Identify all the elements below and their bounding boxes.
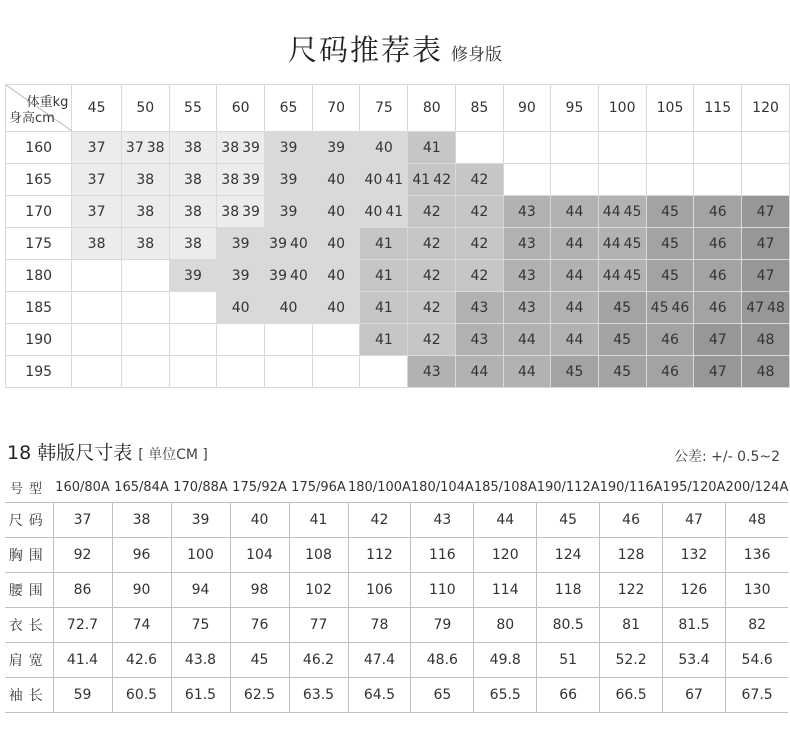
size-cell: 40 xyxy=(312,164,360,196)
size-cell: 46 xyxy=(646,324,694,356)
weight-header: 95 xyxy=(551,85,599,132)
measurement-cell: 46.2 xyxy=(289,643,348,678)
size-code: 175/92A xyxy=(230,472,289,503)
measurement-cell: 80.5 xyxy=(537,608,600,643)
size-cell: 37 38 xyxy=(121,132,169,164)
measurement-cell: 81 xyxy=(600,608,663,643)
measurement-cell: 42.6 xyxy=(112,643,171,678)
measurement-cell: 59 xyxy=(53,678,112,713)
size-cell xyxy=(217,356,265,388)
measurement-cell: 61.5 xyxy=(171,678,230,713)
size-cell xyxy=(217,324,265,356)
size-cell: 44 xyxy=(503,356,551,388)
size-cell: 39 xyxy=(312,132,360,164)
size-cell xyxy=(456,132,504,164)
weight-axis-label: 体重kg xyxy=(26,95,69,110)
size-cell xyxy=(551,164,599,196)
size-cell: 45 xyxy=(646,260,694,292)
measurement-cell: 78 xyxy=(348,608,411,643)
size-cell: 44 45 xyxy=(598,196,646,228)
measurement-cell: 37 xyxy=(53,503,112,538)
size-cell: 38 xyxy=(121,196,169,228)
weight-header: 55 xyxy=(169,85,217,132)
size-cell xyxy=(169,292,217,324)
size-cell: 38 xyxy=(121,164,169,196)
size-cell: 39 40 xyxy=(265,228,313,260)
table-row xyxy=(5,643,788,678)
size-cell: 38 39 xyxy=(217,164,265,196)
size-cell: 38 39 xyxy=(217,196,265,228)
size-cell: 44 xyxy=(551,260,599,292)
measurement-cell: 43.8 xyxy=(171,643,230,678)
size-code-row xyxy=(5,472,788,503)
size-cell xyxy=(312,324,360,356)
measurement-cell: 116 xyxy=(411,538,474,573)
row-label: 腰围 xyxy=(5,573,53,608)
measurement-cell: 41 xyxy=(289,503,348,538)
size-cell: 39 xyxy=(217,228,265,260)
size-cell xyxy=(551,132,599,164)
weight-header: 105 xyxy=(646,85,694,132)
measurement-cell: 110 xyxy=(411,573,474,608)
size-cell: 44 xyxy=(551,196,599,228)
measurement-cell: 64.5 xyxy=(348,678,411,713)
measurement-cell: 43 xyxy=(411,503,474,538)
measurement-cell: 77 xyxy=(289,608,348,643)
size-cell: 47 xyxy=(742,228,790,260)
size-cell: 42 xyxy=(408,260,456,292)
measurement-cell: 45 xyxy=(537,503,600,538)
size-cell: 40 41 xyxy=(360,196,408,228)
measurement-cell: 132 xyxy=(663,538,726,573)
size-cell: 42 xyxy=(408,228,456,260)
size-code: 165/84A xyxy=(112,472,171,503)
measurement-cell: 54.6 xyxy=(725,643,788,678)
measurement-cell: 40 xyxy=(230,503,289,538)
size-cell: 43 xyxy=(503,228,551,260)
size-cell xyxy=(121,324,169,356)
row-label: 胸围 xyxy=(5,538,53,573)
row-label: 衣长 xyxy=(5,608,53,643)
size-code: 190/112A xyxy=(537,472,600,503)
size-cell: 43 xyxy=(408,356,456,388)
measurement-cell: 104 xyxy=(230,538,289,573)
measurement-cell: 67.5 xyxy=(725,678,788,713)
size-cell xyxy=(312,356,360,388)
height-header: 180 xyxy=(6,260,72,292)
table-row xyxy=(6,196,790,228)
size-cell: 40 xyxy=(265,292,313,324)
size-cell: 40 xyxy=(312,260,360,292)
size-cell: 39 xyxy=(217,260,265,292)
measurement-cell: 98 xyxy=(230,573,289,608)
size-cell xyxy=(121,292,169,324)
size-cell xyxy=(598,132,646,164)
measurement-cell: 46 xyxy=(600,503,663,538)
size-cell: 38 xyxy=(72,228,121,260)
size-cell: 44 45 xyxy=(598,260,646,292)
height-header: 185 xyxy=(6,292,72,324)
size-cell: 38 xyxy=(169,196,217,228)
weight-header: 65 xyxy=(265,85,313,132)
size-cell xyxy=(742,164,790,196)
size-cell: 46 xyxy=(646,356,694,388)
size-cell: 45 xyxy=(551,356,599,388)
size-code: 175/96A xyxy=(289,472,348,503)
measurement-cell: 94 xyxy=(171,573,230,608)
size-code: 190/116A xyxy=(600,472,663,503)
measurement-cell: 114 xyxy=(474,573,537,608)
height-header: 175 xyxy=(6,228,72,260)
size-cell xyxy=(646,132,694,164)
measurement-cell: 82 xyxy=(725,608,788,643)
size-cell: 44 45 xyxy=(598,228,646,260)
page-title: 尺码推荐表 xyxy=(287,33,443,67)
size-cell: 47 48 xyxy=(742,292,790,324)
size-cell: 44 xyxy=(503,324,551,356)
size-cell: 38 39 xyxy=(217,132,265,164)
size-cell: 41 42 xyxy=(408,164,456,196)
weight-header: 75 xyxy=(360,85,408,132)
size-cell: 37 xyxy=(72,196,121,228)
spec-title: 18 韩版尺寸表 xyxy=(7,442,133,464)
size-code: 200/124A xyxy=(725,472,788,503)
weight-header: 50 xyxy=(121,85,169,132)
row-label: 袖长 xyxy=(5,678,53,713)
size-cell: 41 xyxy=(360,292,408,324)
size-cell: 47 xyxy=(694,324,742,356)
size-cell: 42 xyxy=(456,164,504,196)
size-cell: 40 xyxy=(312,228,360,260)
size-cell xyxy=(72,324,121,356)
size-cell xyxy=(169,356,217,388)
size-cell: 42 xyxy=(456,260,504,292)
size-cell: 44 xyxy=(456,356,504,388)
size-code: 185/108A xyxy=(474,472,537,503)
size-cell: 40 xyxy=(360,132,408,164)
measurement-cell: 66.5 xyxy=(600,678,663,713)
spec-section-title xyxy=(7,438,208,465)
size-cell xyxy=(265,324,313,356)
size-cell: 41 xyxy=(360,228,408,260)
size-code: 180/104A xyxy=(411,472,474,503)
measurement-cell: 42 xyxy=(348,503,411,538)
size-recommendation-table xyxy=(5,84,790,388)
size-cell xyxy=(169,324,217,356)
measurement-cell: 86 xyxy=(53,573,112,608)
size-cell xyxy=(646,164,694,196)
size-cell: 40 xyxy=(312,196,360,228)
measurement-cell: 53.4 xyxy=(663,643,726,678)
size-cell xyxy=(694,132,742,164)
measurement-cell: 51 xyxy=(537,643,600,678)
size-cell: 40 xyxy=(312,292,360,324)
measurement-cell: 92 xyxy=(53,538,112,573)
weight-header: 80 xyxy=(408,85,456,132)
measurement-cell: 112 xyxy=(348,538,411,573)
weight-header: 60 xyxy=(217,85,265,132)
weight-header: 100 xyxy=(598,85,646,132)
page-subtitle: 修身版 xyxy=(451,45,502,65)
size-spec-table xyxy=(5,472,788,713)
size-cell: 43 xyxy=(503,260,551,292)
measurement-cell: 49.8 xyxy=(474,643,537,678)
measurement-cell: 74 xyxy=(112,608,171,643)
size-cell: 43 xyxy=(503,196,551,228)
size-cell xyxy=(265,356,313,388)
size-cell: 40 41 xyxy=(360,164,408,196)
measurement-cell: 81.5 xyxy=(663,608,726,643)
measurement-cell: 79 xyxy=(411,608,474,643)
size-cell xyxy=(360,356,408,388)
size-cell: 44 xyxy=(551,292,599,324)
table-row xyxy=(6,164,790,196)
measurement-cell: 72.7 xyxy=(53,608,112,643)
measurement-cell: 44 xyxy=(474,503,537,538)
size-cell: 40 xyxy=(217,292,265,324)
measurement-cell: 52.2 xyxy=(600,643,663,678)
size-cell xyxy=(72,260,121,292)
measurement-cell: 124 xyxy=(537,538,600,573)
size-code: 195/120A xyxy=(663,472,726,503)
size-cell: 38 xyxy=(121,228,169,260)
size-cell xyxy=(72,292,121,324)
size-cell: 38 xyxy=(169,164,217,196)
table-row xyxy=(5,678,788,713)
size-cell: 46 xyxy=(694,196,742,228)
table-row xyxy=(6,260,790,292)
size-cell: 44 xyxy=(551,228,599,260)
size-cell: 41 xyxy=(408,132,456,164)
size-cell xyxy=(121,356,169,388)
size-cell xyxy=(503,132,551,164)
size-cell: 45 46 xyxy=(646,292,694,324)
measurement-cell: 126 xyxy=(663,573,726,608)
size-cell: 46 xyxy=(694,292,742,324)
size-cell xyxy=(121,260,169,292)
size-cell: 45 xyxy=(598,356,646,388)
measurement-cell: 136 xyxy=(725,538,788,573)
table-row xyxy=(6,228,790,260)
height-axis-label: 身高cm xyxy=(9,111,55,126)
size-cell xyxy=(72,356,121,388)
measurement-cell: 67 xyxy=(663,678,726,713)
size-cell: 44 xyxy=(551,324,599,356)
measurement-cell: 90 xyxy=(112,573,171,608)
size-code: 160/80A xyxy=(53,472,112,503)
measurement-cell: 48 xyxy=(725,503,788,538)
row-label: 号型 xyxy=(5,472,53,503)
size-cell: 42 xyxy=(456,196,504,228)
size-cell xyxy=(742,132,790,164)
measurement-cell: 47 xyxy=(663,503,726,538)
row-label: 尺码 xyxy=(5,503,53,538)
height-header: 170 xyxy=(6,196,72,228)
measurement-cell: 63.5 xyxy=(289,678,348,713)
weight-header: 115 xyxy=(694,85,742,132)
table-row xyxy=(5,503,788,538)
measurement-cell: 65.5 xyxy=(474,678,537,713)
size-cell xyxy=(694,164,742,196)
table-row xyxy=(5,538,788,573)
spec-unit: [ 单位CM ] xyxy=(138,447,208,463)
tolerance-note: 公差: +/- 0.5~2 xyxy=(673,449,780,465)
size-cell: 45 xyxy=(646,196,694,228)
size-cell: 39 xyxy=(265,196,313,228)
size-code: 180/100A xyxy=(348,472,411,503)
table-row xyxy=(6,132,790,164)
size-cell: 47 xyxy=(694,356,742,388)
measurement-cell: 48.6 xyxy=(411,643,474,678)
measurement-cell: 47.4 xyxy=(348,643,411,678)
measurement-cell: 39 xyxy=(171,503,230,538)
size-cell: 45 xyxy=(598,324,646,356)
table-row xyxy=(5,608,788,643)
measurement-cell: 122 xyxy=(600,573,663,608)
size-cell: 41 xyxy=(360,260,408,292)
measurement-cell: 102 xyxy=(289,573,348,608)
size-cell xyxy=(598,164,646,196)
size-cell: 37 xyxy=(72,132,121,164)
measurement-cell: 66 xyxy=(537,678,600,713)
corner-header xyxy=(6,85,72,132)
page-title-area xyxy=(0,28,790,69)
size-cell: 42 xyxy=(408,324,456,356)
measurement-cell: 62.5 xyxy=(230,678,289,713)
height-header: 160 xyxy=(6,132,72,164)
size-cell: 46 xyxy=(694,260,742,292)
size-cell: 46 xyxy=(694,228,742,260)
measurement-cell: 118 xyxy=(537,573,600,608)
size-code: 170/88A xyxy=(171,472,230,503)
size-cell: 45 xyxy=(646,228,694,260)
size-cell: 47 xyxy=(742,260,790,292)
height-header: 195 xyxy=(6,356,72,388)
size-cell: 37 xyxy=(72,164,121,196)
size-cell: 38 xyxy=(169,228,217,260)
measurement-cell: 96 xyxy=(112,538,171,573)
measurement-cell: 45 xyxy=(230,643,289,678)
height-header: 190 xyxy=(6,324,72,356)
size-cell: 39 xyxy=(265,164,313,196)
size-cell: 39 xyxy=(169,260,217,292)
weight-header: 120 xyxy=(742,85,790,132)
row-label: 肩宽 xyxy=(5,643,53,678)
size-cell: 48 xyxy=(742,324,790,356)
size-cell: 45 xyxy=(598,292,646,324)
measurement-cell: 130 xyxy=(725,573,788,608)
measurement-cell: 100 xyxy=(171,538,230,573)
measurement-cell: 75 xyxy=(171,608,230,643)
table-row xyxy=(6,324,790,356)
measurement-cell: 65 xyxy=(411,678,474,713)
size-cell: 38 xyxy=(169,132,217,164)
weight-header: 85 xyxy=(456,85,504,132)
measurement-cell: 38 xyxy=(112,503,171,538)
size-cell xyxy=(503,164,551,196)
measurement-cell: 120 xyxy=(474,538,537,573)
size-cell: 43 xyxy=(503,292,551,324)
measurement-cell: 128 xyxy=(600,538,663,573)
size-cell: 48 xyxy=(742,356,790,388)
height-header: 165 xyxy=(6,164,72,196)
measurement-cell: 60.5 xyxy=(112,678,171,713)
size-cell: 39 xyxy=(265,132,313,164)
measurement-cell: 106 xyxy=(348,573,411,608)
size-cell: 42 xyxy=(408,196,456,228)
weight-header: 70 xyxy=(312,85,360,132)
size-cell: 42 xyxy=(408,292,456,324)
measurement-cell: 80 xyxy=(474,608,537,643)
weight-header: 45 xyxy=(72,85,121,132)
table-row xyxy=(5,573,788,608)
size-cell: 42 xyxy=(456,228,504,260)
table-row xyxy=(6,292,790,324)
table-row xyxy=(6,356,790,388)
measurement-cell: 76 xyxy=(230,608,289,643)
size-cell: 43 xyxy=(456,324,504,356)
size-cell: 43 xyxy=(456,292,504,324)
size-cell: 39 40 xyxy=(265,260,313,292)
size-cell: 47 xyxy=(742,196,790,228)
size-cell: 41 xyxy=(360,324,408,356)
measurement-cell: 108 xyxy=(289,538,348,573)
measurement-cell: 41.4 xyxy=(53,643,112,678)
weight-header: 90 xyxy=(503,85,551,132)
